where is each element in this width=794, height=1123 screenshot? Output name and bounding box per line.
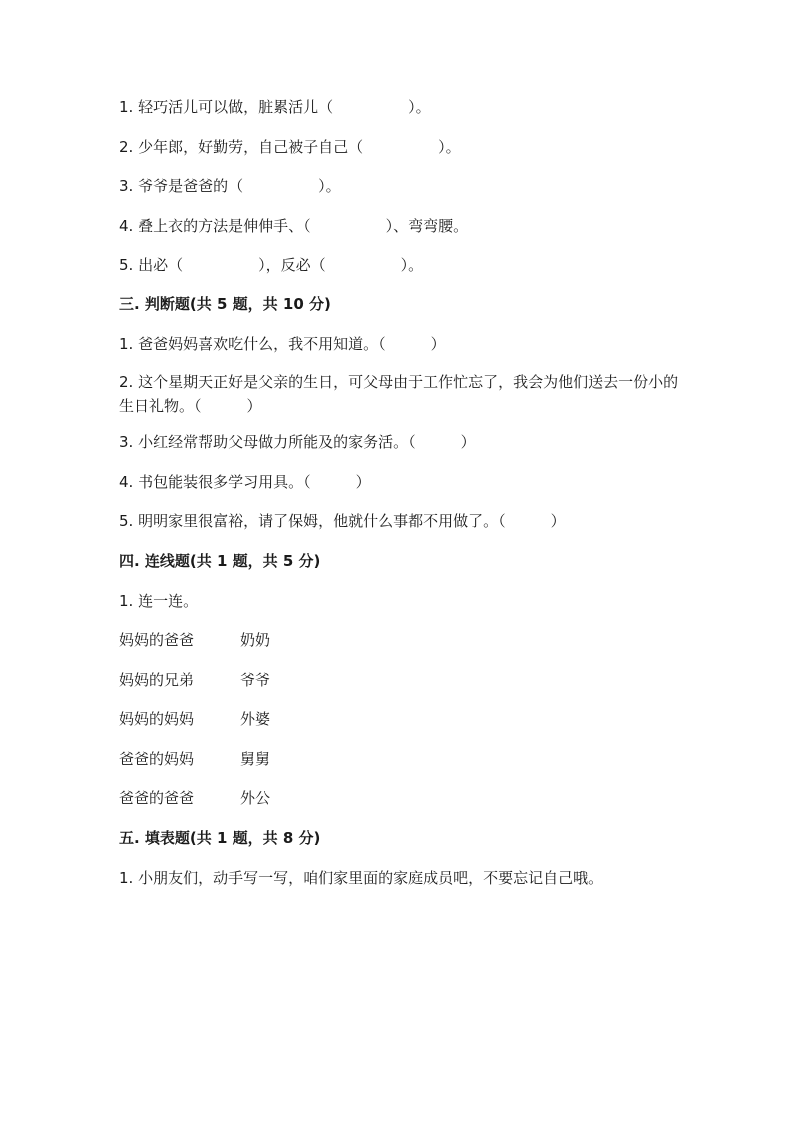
match-right-2: 爷爷 [240, 671, 271, 689]
match-question: 1. 连一连。 [119, 592, 199, 610]
fill-blank-item-1: 1. 轻巧活儿可以做，脏累活儿（ ）。 [119, 98, 431, 116]
fill-blank-item-2: 2. 少年郎，好勤劳，自己被子自己（ ）。 [119, 138, 461, 156]
match-left-1: 妈妈的爸爸 [119, 631, 195, 649]
fill-blank-item-4: 4. 叠上衣的方法是伸伸手、（ ）、弯弯腰。 [119, 217, 469, 235]
fill-blank-item-3: 3. 爷爷是爸爸的（ ）。 [119, 177, 341, 195]
match-left-3: 妈妈的妈妈 [119, 710, 195, 728]
match-right-5: 外公 [240, 789, 271, 807]
judge-item-3: 3. 小红经常帮助父母做力所能及的家务活。（ ） [119, 433, 476, 451]
section-heading-judge: 三. 判断题(共 5 题，共 10 分) [119, 295, 331, 313]
table-question: 1. 小朋友们，动手写一写，咱们家里面的家庭成员吧，不要忘记自己哦。 [119, 869, 604, 887]
judge-item-4: 4. 书包能装很多学习用具。（ ） [119, 473, 371, 491]
match-right-4: 舅舅 [240, 750, 271, 768]
section-heading-match: 四. 连线题(共 1 题，共 5 分) [119, 552, 321, 570]
match-right-1: 奶奶 [240, 631, 271, 649]
match-left-2: 妈妈的兄弟 [119, 671, 195, 689]
judge-item-1: 1. 爸爸妈妈喜欢吃什么，我不用知道。（ ） [119, 335, 446, 353]
judge-item-2: 2. 这个星期天正好是父亲的生日，可父母由于工作忙忘了，我会为他们送去一份小的生日礼物。（ ） [119, 373, 679, 415]
match-left-4: 爸爸的妈妈 [119, 750, 195, 768]
section-heading-table: 五. 填表题(共 1 题，共 8 分) [119, 829, 321, 847]
match-right-3: 外婆 [240, 710, 271, 728]
judge-item-5: 5. 明明家里很富裕，请了保姆，他就什么事都不用做了。（ ） [119, 512, 566, 530]
fill-blank-item-5: 5. 出必（ ），反必（ ）。 [119, 256, 424, 274]
match-left-5: 爸爸的爸爸 [119, 789, 195, 807]
